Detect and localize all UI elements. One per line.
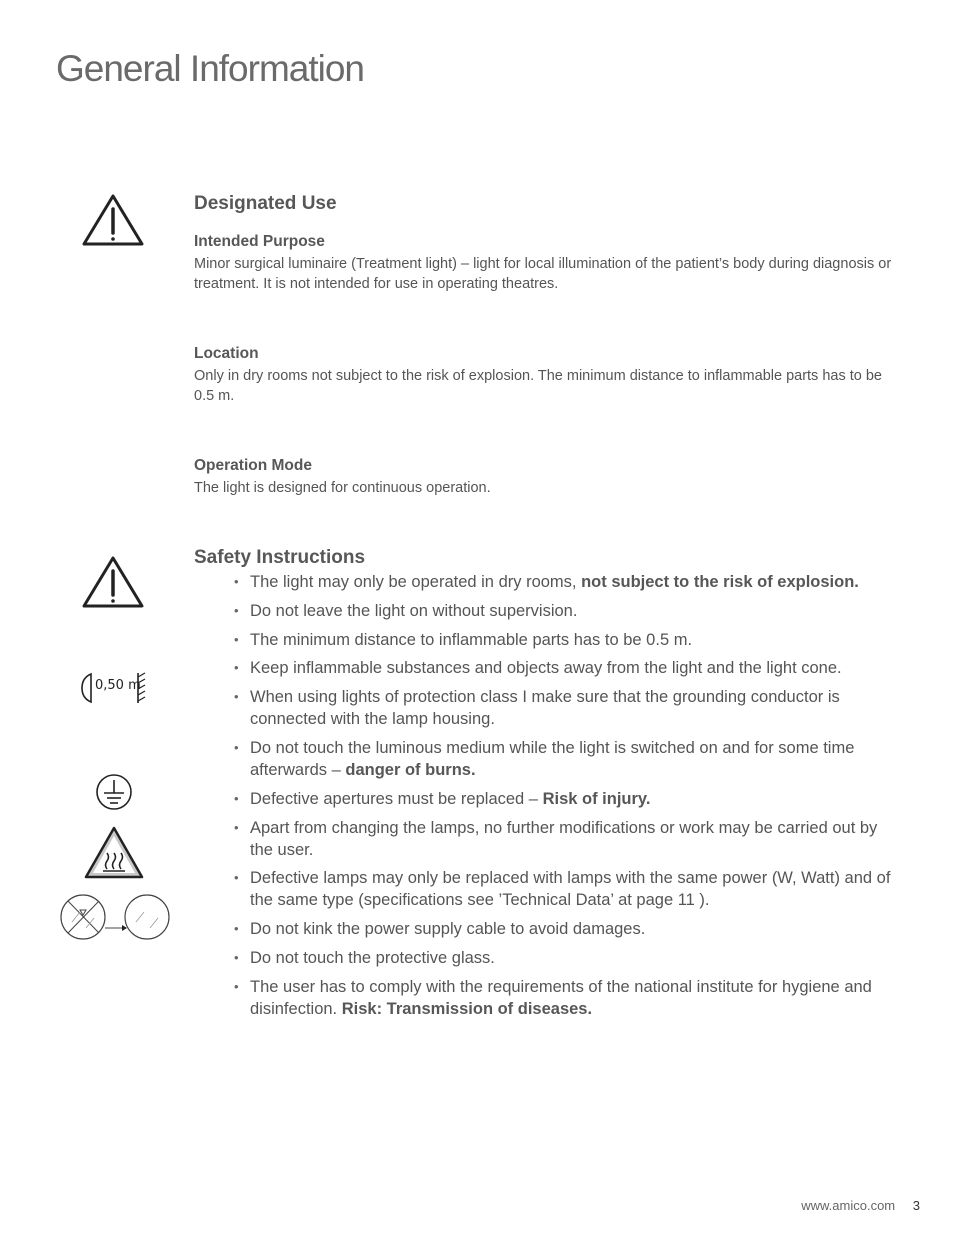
intended-purpose-block bbox=[194, 233, 894, 294]
minimum-distance-icon bbox=[80, 672, 150, 704]
list-item: • Do not leave the light on without supervision. bbox=[232, 600, 897, 622]
list-item: • The light may only be operated in dry rooms, not subject to the risk of explosion. bbox=[232, 571, 897, 593]
safety-instructions-heading: Safety Instructions bbox=[194, 547, 366, 568]
minimum-distance-label: 0,50 m bbox=[95, 678, 141, 693]
website-link[interactable]: www.amico.com bbox=[801, 1198, 896, 1213]
ground-symbol-icon bbox=[95, 773, 133, 811]
location-block bbox=[194, 345, 894, 406]
page-number: 3 bbox=[912, 1198, 920, 1213]
safety-instructions-list bbox=[232, 571, 897, 1027]
safety-instructions-section bbox=[194, 547, 894, 569]
list-item: • Do not touch the protective glass. bbox=[232, 947, 897, 969]
list-item: • Apart from changing the lamps, no further modifications or work may be carried out by the user. bbox=[232, 817, 897, 861]
list-item: • Defective lamps may only be replaced with lamps with the same power (W, Watt) and of the same type (specifications see ’Technical Data’ at page 11 ). bbox=[232, 867, 897, 911]
designated-use-section bbox=[194, 193, 894, 215]
intended-purpose-heading: Intended Purpose bbox=[194, 233, 325, 250]
list-item: • When using lights of protection class I make sure that the grounding conductor is connected with the lamp housing. bbox=[232, 686, 897, 730]
list-item: • The user has to comply with the requirements of the national institute for hygiene and disinfection. Risk: Transmission of diseases. bbox=[232, 976, 897, 1020]
list-item: • Defective apertures must be replaced – Risk of injury. bbox=[232, 788, 897, 810]
operation-mode-heading: Operation Mode bbox=[194, 457, 312, 474]
list-item: • Do not touch the luminous medium while the light is switched on and for some time afterwards – danger of burns. bbox=[232, 737, 897, 781]
replace-glass-icon bbox=[58, 892, 172, 942]
location-heading: Location bbox=[194, 345, 259, 362]
location-text: Only in dry rooms not subject to the risk of explosion. The minimum distance to inflammable parts has to be 0.5 m. bbox=[194, 368, 882, 404]
warning-triangle-icon bbox=[81, 555, 145, 609]
page-title: General Information bbox=[56, 48, 365, 89]
operation-mode-text: The light is designed for continuous operation. bbox=[194, 480, 491, 496]
list-item: • The minimum distance to inflammable parts has to be 0.5 m. bbox=[232, 629, 897, 651]
hot-surface-warning-icon bbox=[83, 825, 145, 880]
page-footer bbox=[801, 1198, 920, 1213]
intended-purpose-text: Minor surgical luminaire (Treatment light) – light for local illumination of the patient’s body during diagnosis or treatment. It is not intended for use in operating theatres. bbox=[194, 256, 892, 292]
designated-use-heading: Designated Use bbox=[194, 193, 337, 214]
warning-triangle-icon bbox=[81, 193, 145, 247]
list-item: • Do not kink the power supply cable to avoid damages. bbox=[232, 918, 897, 940]
list-item: • Keep inflammable substances and objects away from the light and the light cone. bbox=[232, 657, 897, 679]
operation-mode-block bbox=[194, 457, 894, 498]
